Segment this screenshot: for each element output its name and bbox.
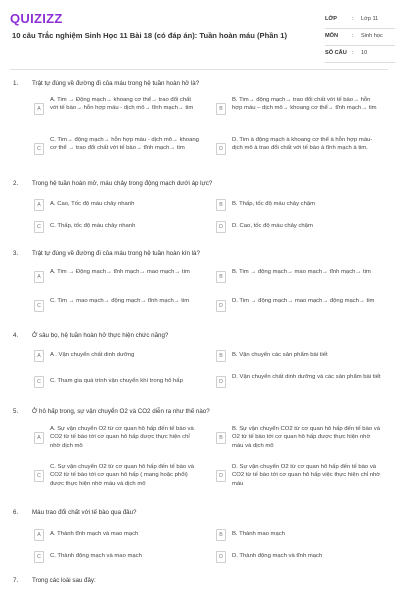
meta-value: Sinh học xyxy=(361,33,383,39)
option-b[interactable] xyxy=(216,351,376,361)
option-letter-box: B xyxy=(216,432,226,444)
option-b[interactable] xyxy=(216,530,376,540)
option-letter-box: B xyxy=(216,199,226,211)
meta-row-class xyxy=(325,12,395,29)
option-letter-box: C xyxy=(34,221,44,233)
option-text: D. Tim à động mạch à khoang cơ thể à hỗn hợp máu-dịch mô à trao đổi chất với tế bào à tĩnh mạch à tim. xyxy=(232,137,373,152)
option-a[interactable] xyxy=(34,96,194,122)
option-letter-box: D xyxy=(216,221,226,233)
option-text: A. Tim → Động mạch→ tĩnh mạch→ mao mạch→ tim xyxy=(50,269,190,275)
option-text: A. Sự vận chuyển O2 từ cơ quan hô hấp đến tế bào và CO2 từ tế bào tới cơ quan hô hấp được thực hiện chỉ nhờ dịch mô xyxy=(50,426,194,449)
question-text: Trong các loài sau đây: xyxy=(32,577,96,584)
meta-key: MÔN xyxy=(325,33,339,39)
option-letter-box: C xyxy=(34,376,44,388)
option-letter-box: A xyxy=(34,103,44,115)
question-number: 7. xyxy=(13,577,19,584)
option-text: B. Thành mao mạch xyxy=(232,531,285,537)
option-letter-box: B xyxy=(216,103,226,115)
option-a[interactable] xyxy=(34,268,194,286)
option-c[interactable] xyxy=(34,463,194,489)
header-divider xyxy=(10,69,388,70)
question-number: 5. xyxy=(13,408,19,415)
question-number: 6. xyxy=(13,509,19,516)
option-letter-box: B xyxy=(216,529,226,541)
meta-sep: : xyxy=(352,16,354,22)
page-title: 10 câu Trắc nghiệm Sinh Học 11 Bài 18 (có đáp án): Tuần hoàn máu (Phần 1) xyxy=(12,31,287,40)
option-text: A. Thành tĩnh mạch và mao mạch xyxy=(50,531,139,537)
option-text: B. Vận chuyển các sản phẩm bài tiết xyxy=(232,352,328,358)
option-a[interactable] xyxy=(34,425,194,451)
option-text: D. Thành động mạch và tĩnh mạch xyxy=(232,553,323,559)
meta-info xyxy=(325,12,395,63)
option-c[interactable] xyxy=(34,377,194,387)
option-text: A . Vận chuyển chất dinh dưỡng xyxy=(50,352,135,358)
question-text: Trật tự đúng về đường đi của máu trong hệ tuần hoàn kín là? xyxy=(32,250,200,257)
option-b[interactable] xyxy=(216,425,380,451)
option-c[interactable] xyxy=(34,136,199,162)
option-d[interactable] xyxy=(216,297,376,315)
option-d[interactable] xyxy=(216,373,381,391)
option-text: D. Tim → động mạch→ mao mạch→ động mạch→ tim xyxy=(232,298,375,304)
option-b[interactable] xyxy=(216,96,376,122)
option-text: C. Tim → mao mạch→ động mạch→ tĩnh mạch→ tim xyxy=(50,298,190,304)
option-letter-box: A xyxy=(34,350,44,362)
option-b[interactable] xyxy=(216,268,376,286)
question-text: Máu trao đổi chất với tế bào qua đâu? xyxy=(32,509,137,516)
option-text: D. Cao, tốc độ máu chảy chậm xyxy=(232,223,313,229)
question-text: Trong hệ tuần hoàn mở, máu chảy trong động mạch dưới áp lực? xyxy=(32,180,213,187)
option-letter-box: B xyxy=(216,350,226,362)
option-letter-box: A xyxy=(34,529,44,541)
question-number: 1. xyxy=(13,80,19,87)
question-text: Ở sâu bọ, hệ tuần hoàn hở thực hiện chức năng? xyxy=(32,332,169,339)
option-letter-box: C xyxy=(34,300,44,312)
option-letter-box: C xyxy=(34,143,44,155)
option-letter-box: B xyxy=(216,271,226,283)
option-c[interactable] xyxy=(34,222,194,232)
option-d[interactable] xyxy=(216,463,381,489)
option-a[interactable] xyxy=(34,200,194,210)
meta-row-count xyxy=(325,46,395,63)
option-c[interactable] xyxy=(34,552,194,562)
option-text: C. Tim→ động mạch→ hỗn hợp máu - dịch mô→ khoang cơ thể → trao đổi chất với tế bào→ tĩnh mạch→ tim xyxy=(50,137,199,152)
meta-sep: : xyxy=(352,33,354,39)
meta-key: LỚP xyxy=(325,16,337,22)
option-a[interactable] xyxy=(34,530,194,540)
option-letter-box: A xyxy=(34,271,44,283)
option-b[interactable] xyxy=(216,200,376,210)
option-letter-box: D xyxy=(216,470,226,482)
option-letter-box: D xyxy=(216,376,226,388)
option-text: D. Vận chuyển chất dinh dưỡng và các sản phẩm bài tiết xyxy=(232,374,381,380)
option-text: B. Sự vận chuyển CO2 từ cơ quan hô hấp đến tế bào và O2 từ tế bào tới cơ quan hô hấp được thực hiện nhờ máu và dịch mô xyxy=(232,426,380,449)
question-text: Trật tự đúng về đường đi của máu trong hệ tuần hoàn hở là? xyxy=(32,80,200,87)
meta-key: SỐ CÂU xyxy=(325,50,347,56)
option-text: C. Thấp, tốc độ máu chảy nhanh xyxy=(50,223,136,229)
meta-sep: : xyxy=(352,50,354,56)
quizizz-logo: QUIZIZZ xyxy=(10,11,63,26)
option-letter-box: D xyxy=(216,300,226,312)
meta-value: 10 xyxy=(361,50,368,56)
option-d[interactable] xyxy=(216,222,376,232)
option-text: B. Thấp, tốc độ máu chảy chậm xyxy=(232,201,316,207)
option-a[interactable] xyxy=(34,351,194,361)
option-text: D. Sự vận chuyển O2 từ cơ quan hô hấp đến tế bào và CO2 từ tế bào tới cơ quan hô hấp việc thực hiện chỉ nhờ máu xyxy=(232,464,381,487)
meta-row-subject xyxy=(325,29,395,46)
option-letter-box: D xyxy=(216,551,226,563)
option-letter-box: A xyxy=(34,432,44,444)
meta-value: Lớp 11 xyxy=(361,16,379,22)
option-d[interactable] xyxy=(216,136,376,162)
option-letter-box: A xyxy=(34,199,44,211)
page-header xyxy=(0,0,400,64)
option-text: A. Tim → Động mạch→ khoang cơ thể→ trao đổi chất với tế bào→ hỗn hợp máu - dịch mô→ tĩnh mạch→ tim xyxy=(50,97,194,112)
option-letter-box: C xyxy=(34,551,44,563)
option-letter-box: C xyxy=(34,470,44,482)
option-text: C. Thành động mạch và mao mạch xyxy=(50,553,142,559)
option-text: C. Tham gia quá trình vận chuyển khí trong hô hấp xyxy=(50,378,183,384)
question-number: 3. xyxy=(13,250,19,257)
option-text: B. Tim→ động mạch→ trao đổi chất với tế bào→ hỗn hợp máu – dịch mô→ khoang cơ thể→ tĩnh mạch→ tim xyxy=(232,97,377,112)
option-text: C. Sự vận chuyển O2 từ cơ quan hô hấp đến tế bào và CO2 từ tế bào tới cơ quan hô hấp ( mang hoặc phổi) được thực hiện nhờ máu và dịch mô xyxy=(50,464,195,487)
option-c[interactable] xyxy=(34,297,194,315)
question-number: 4. xyxy=(13,332,19,339)
question-number: 2. xyxy=(13,180,19,187)
option-d[interactable] xyxy=(216,552,376,562)
option-text: B. Tim → động mạch→ mao mạch→ tĩnh mạch→ tim xyxy=(232,269,371,275)
option-letter-box: D xyxy=(216,143,226,155)
option-text: A. Cao, Tốc độ máu chảy nhanh xyxy=(50,201,135,207)
question-text: Ở hô hấp trong, sự vận chuyển O2 và CO2 diễn ra như thế nào? xyxy=(32,408,210,415)
